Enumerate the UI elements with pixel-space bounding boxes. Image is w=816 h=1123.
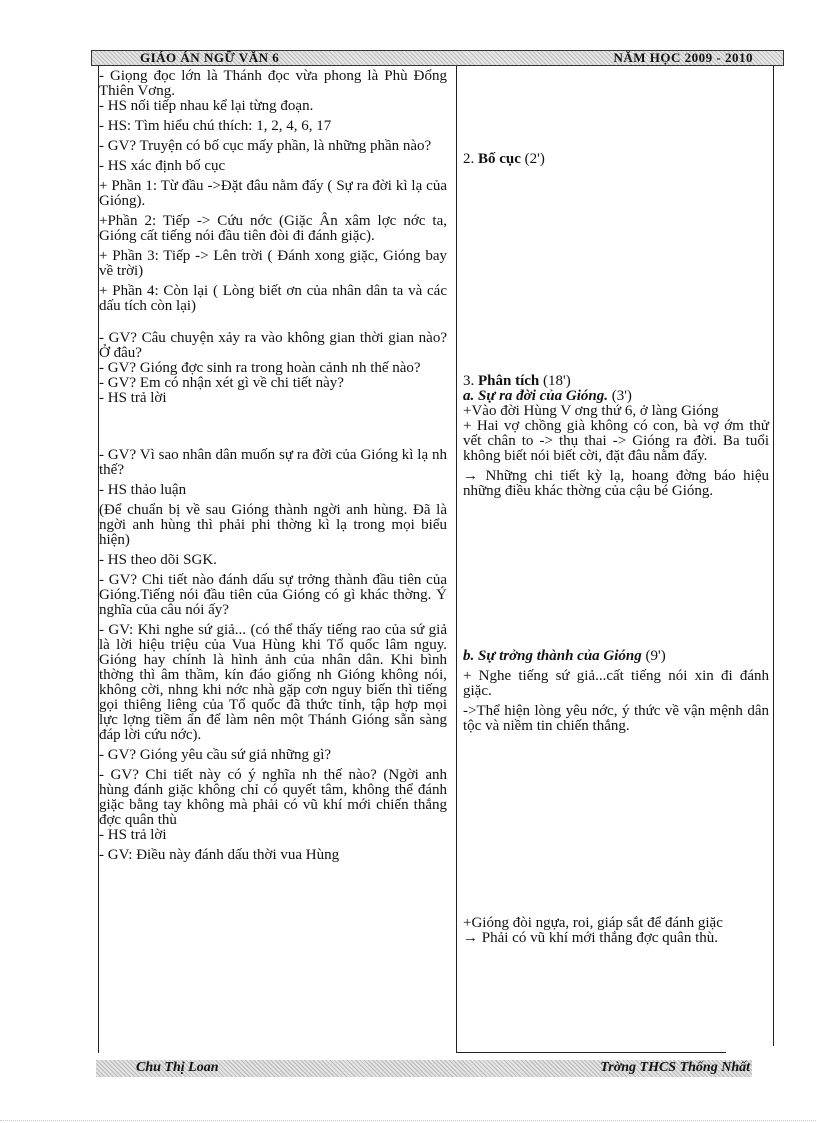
section-b-line: + Nghe tiếng sứ giả...cất tiếng nói xin đi đánh giặc. — [463, 668, 769, 699]
right-section-phantich — [463, 374, 769, 499]
bocuc-title: Bố cục — [478, 151, 521, 167]
left-line: - GV? Em có nhận xét gì về chi tiết này? — [99, 375, 344, 391]
footer-school: Trờng THCS Thống Nhất — [600, 1060, 750, 1075]
left-line: + Phần 1: Từ đầu ->Đặt đâu nằm đấy ( Sự ra đời kì lạ của Gióng). — [99, 178, 447, 209]
section-a-line: +Vào đời Hùng V ơng thứ 6, ở làng Gióng — [463, 403, 719, 419]
section-b-title: b. Sự trởng thành của Gióng — [463, 648, 642, 664]
left-line: - HS theo dõi SGK. — [99, 552, 217, 568]
table-right-border — [773, 66, 774, 1046]
left-line: - GV? Gióng đợc sinh ra trong hoàn cảnh nh thế nào? — [99, 360, 421, 376]
left-line: - GV? Gióng yêu cầu sứ giả những gì? — [99, 747, 332, 763]
bocuc-time: (2') — [524, 151, 545, 167]
section-a-time: (3') — [611, 388, 632, 404]
left-line: + Phần 3: Tiếp -> Lên trời ( Đánh xong giặc, Gióng bay về trời) — [99, 248, 447, 279]
table-column-divider — [456, 66, 457, 1053]
arrow-icon: → — [463, 930, 478, 946]
right-section-c — [463, 916, 769, 946]
table-bottom-border — [456, 1052, 726, 1053]
left-column — [99, 69, 447, 863]
left-line: - HS trả lời — [99, 390, 167, 406]
right-section-b — [463, 649, 769, 734]
section-c-line: +Gióng đòi ngựa, roi, giáp sắt để đánh giặc — [463, 915, 723, 931]
footer-author: Chu Thị Loan — [136, 1060, 219, 1075]
left-line: - GV? Chi tiết này có ý nghĩa nh thế nào? (Ngời anh hùng đánh giặc không chỉ có quyết tâm, không thể đánh giặc bằng tay không mà phải có vũ khí mới chiến thắng đợc quân thù — [99, 767, 447, 828]
header-right: NĂM HỌC 2009 - 2010 — [613, 50, 753, 65]
section-b-line: ->Thể hiện lòng yêu nớc, ý thức về vận mệnh dân tộc và niềm tin chiến thắng. — [463, 703, 769, 734]
page-edge-divider — [0, 1120, 816, 1122]
section-a-line: + Hai vợ chồng già không có con, bà vợ ớm thử vết chân to -> thụ thai -> Gióng ra đời. Ba tuổi không biết nói biết cời, đặt đâu nằm đấy. — [463, 418, 769, 464]
section-a-title: a. Sự ra đời của Gióng. — [463, 388, 608, 404]
left-line: - Giọng đọc lớn là Thánh đọc vừa phong là Phù Đổng Thiên Vơng. — [99, 68, 447, 99]
left-line: - GV? Câu chuyện xảy ra vào không gian thời gian nào? Ở đâu? — [99, 330, 447, 361]
bocuc-number: 2. — [463, 151, 475, 167]
phantich-time: (18') — [543, 373, 571, 389]
right-section-bocuc — [463, 152, 769, 167]
page-footer — [96, 1060, 752, 1077]
left-line: - GV: Điều này đánh dấu thời vua Hùng — [99, 847, 340, 863]
left-line: - GV? Chi tiết nào đánh dấu sự trởng thành đầu tiên của Gióng.Tiếng nói đầu tiên của Gióng có gì khác thờng. Ý nghĩa của câu nói ấy? — [99, 572, 447, 618]
left-line: + Phần 4: Còn lại ( Lòng biết ơn của nhân dân ta và các dấu tích còn lại) — [99, 283, 447, 314]
phantich-number: 3. — [463, 373, 475, 389]
left-line: +Phần 2: Tiếp -> Cứu nớc (Giặc Ân xâm lợc nớc ta, Gióng cất tiếng nói đầu tiên đòi đi đánh giặc). — [99, 213, 447, 244]
left-line: - HS nối tiếp nhau kể lại từng đoạn. — [99, 98, 314, 114]
left-line: - GV? Truyện có bố cục mấy phần, là những phần nào? — [99, 138, 432, 154]
left-line: - GV? Vì sao nhân dân muốn sự ra đời của Gióng kì lạ nh thế? — [99, 447, 447, 478]
left-line: - HS thảo luận — [99, 482, 187, 498]
section-b-time: (9') — [645, 648, 666, 664]
left-line: - HS xác định bố cục — [99, 158, 226, 174]
arrow-icon: → — [463, 468, 478, 484]
section-a-conclusion: Những chi tiết kỳ lạ, hoang đờng báo hiệu những điều khác thờng của cậu bé Gióng. — [463, 468, 769, 499]
left-line: - HS trả lời — [99, 827, 167, 843]
section-c-conclusion: Phải có vũ khí mới thắng đợc quân thù. — [481, 930, 718, 946]
header-left: GIÁO ÁN NGỮ VĂN 6 — [140, 50, 280, 65]
left-line: - GV: Khi nghe sứ giả... (có thể thấy tiếng rao của sứ giả là lời hiệu triệu của Vua Hùng khi Tổ quốc lâm nguy. Gióng hay chính là hình ảnh của nhân dân. Khi bình thờng thì âm thầm, kín đáo giống nh Gióng không nói, không cời, nhng khi nớc nhà gặp cơn nguy biến thì tiếng gọi thiêng liêng của Tổ quốc đã thức tỉnh, tập hợp mọi lực lợng tiềm ẩn để làm nên một Thánh Gióng sẵn sàng đáp lời cứu nớc). — [99, 622, 447, 743]
phantich-title: Phân tích — [478, 373, 540, 389]
page-header — [91, 50, 784, 66]
left-line: (Để chuẩn bị về sau Gióng thành ngời anh hùng. Đã là ngời anh hùng thì phải phi thờng kì lạ trong mọi biểu hiện) — [99, 502, 447, 548]
left-line: - HS: Tìm hiểu chú thích: 1, 2, 4, 6, 17 — [99, 118, 332, 134]
